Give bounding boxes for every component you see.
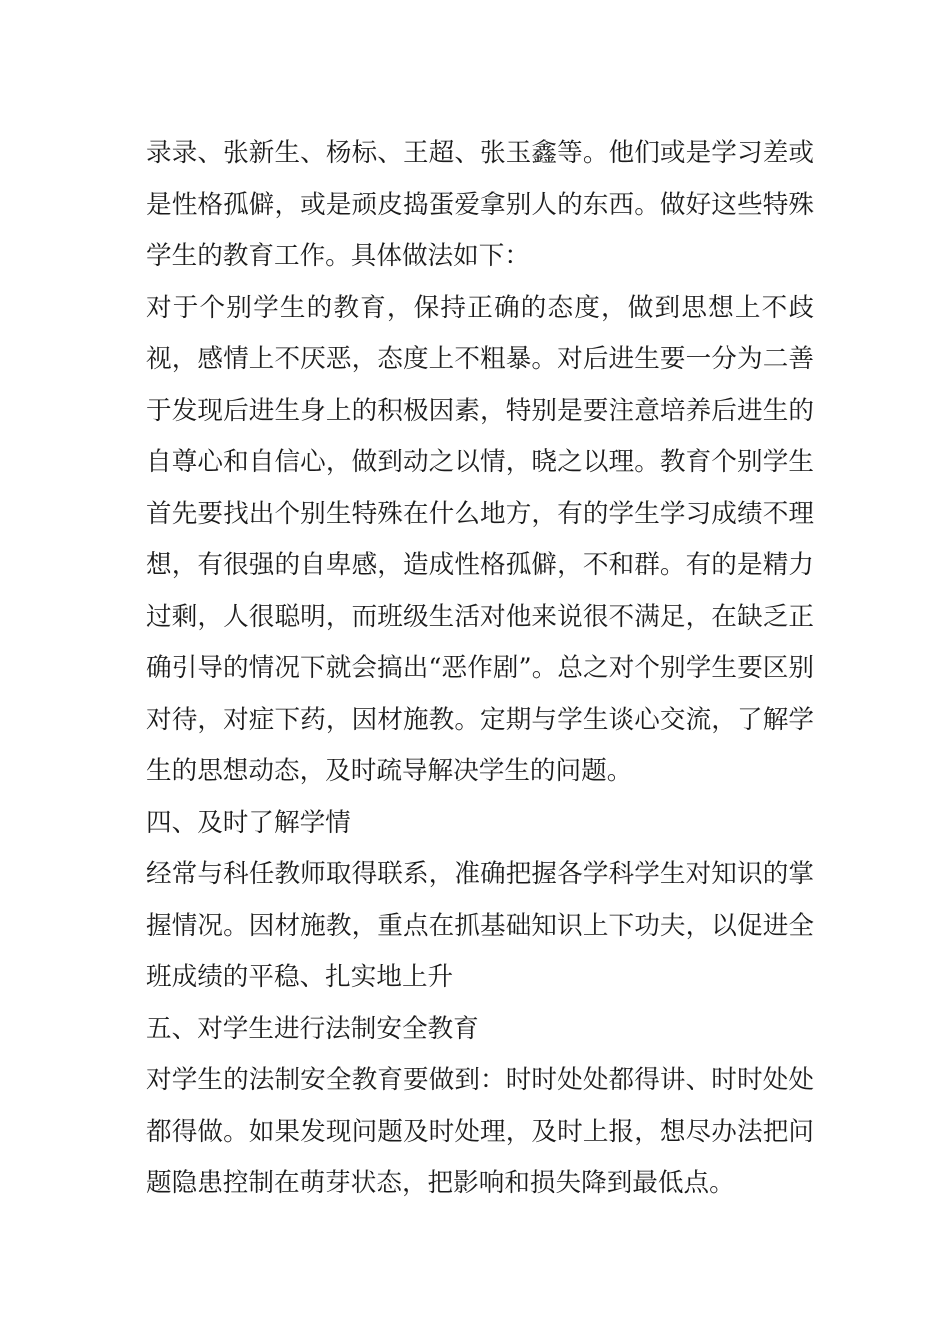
paragraph-safety-education: 对学生的法制安全教育要做到：时时处处都得讲、时时处处都得做。如果发现问题及时处理，及时上报，想尽办法把问题隐患控制在萌芽状态，把影响和损失降到最低点。	[146, 1065, 814, 1198]
document-body	[146, 128, 814, 1210]
paragraph-learning-status: 经常与科任教师取得联系，准确把握各学科学生对知识的掌握情况。因材施教，重点在抓基础知识上下功夫，以促进全班成绩的平稳、扎实地上升	[146, 859, 814, 992]
paragraph-individual-education: 对于个别学生的教育，保持正确的态度，做到思想上不歧视，感情上不厌恶，态度上不粗暴。对后进生要一分为二善于发现后进生身上的积极因素，特别是要注意培养后进生的自尊心和自信心，做到动之以情，晓之以理。教育个别学生首先要找出个别生特殊在什么地方，有的学生学习成绩不理想，有很强的自卑感，造成性格孤僻，不和群。有的是精力过剩，人很聪明，而班级生活对他来说很不满足，在缺乏正确引导的情况下就会搞出“恶作剧”。总之对个别学生要区别对待，对症下药，因材施教。定期与学生谈心交流，了解学生的思想动态，及时疏导解决学生的问题。	[146, 292, 814, 786]
section-heading-4: 四、及时了解学情	[146, 807, 351, 838]
paragraph-special-students: 录录、张新生、杨标、王超、张玉鑫等。他们或是学习差或是性格孤僻，或是顽皮捣蛋爱拿别人的东西。做好这些特殊学生的教育工作。具体做法如下：	[146, 138, 814, 271]
section-heading-5: 五、对学生进行法制安全教育	[146, 1013, 479, 1044]
